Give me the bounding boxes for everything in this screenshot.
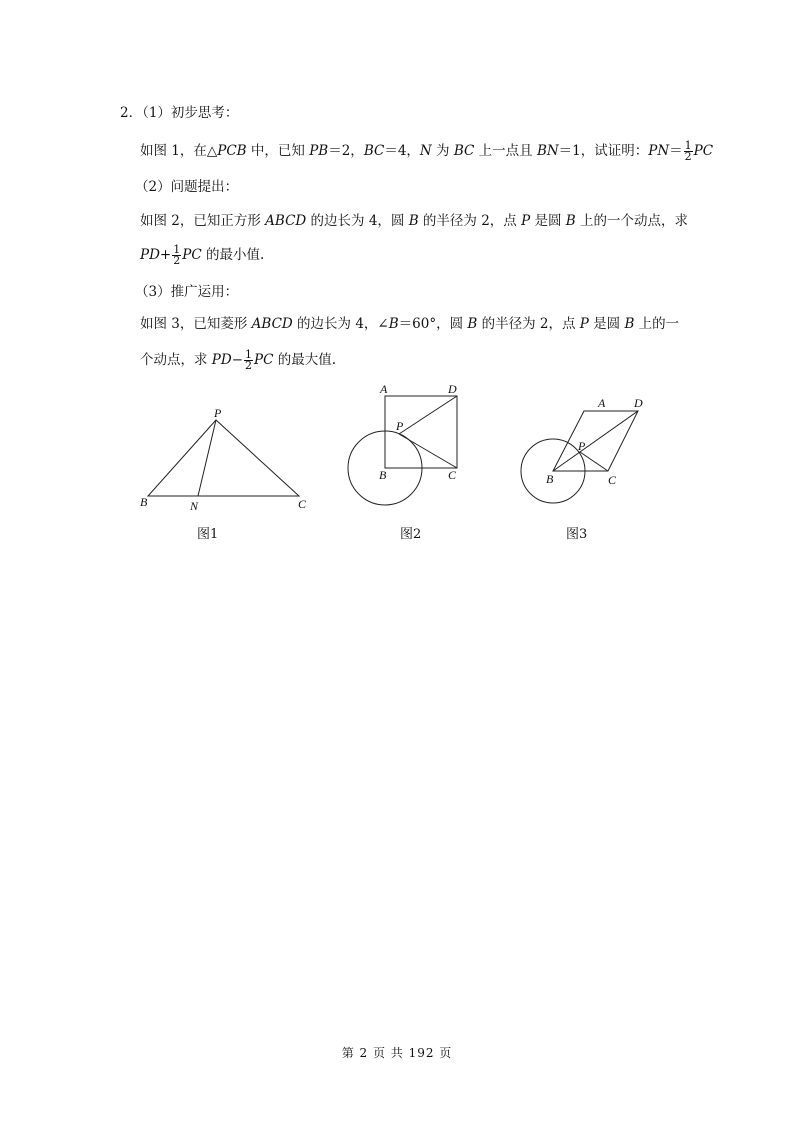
part2-statement-line2 xyxy=(140,245,264,266)
label-c: C xyxy=(448,468,457,482)
text: 是圆 xyxy=(588,316,625,332)
text: 的边长为 4，圆 xyxy=(306,213,409,229)
text: 如图 2，已知正方形 xyxy=(140,213,266,229)
label-a: A xyxy=(380,382,388,396)
plus-sign: + xyxy=(159,247,172,263)
page-footer: 第 2 页 共 192 页 xyxy=(341,1046,453,1060)
fraction-half xyxy=(172,245,181,266)
triangle-pcb xyxy=(148,420,299,496)
text: ＝1，试证明： xyxy=(558,143,649,159)
label-b: B xyxy=(379,468,387,482)
fraction-numerator: 1 xyxy=(173,243,181,256)
label-p: P xyxy=(396,419,404,433)
figure-1-triangle xyxy=(130,405,320,515)
label-b: B xyxy=(140,495,148,509)
var: BC xyxy=(453,143,475,159)
text: 个动点，求 xyxy=(140,352,212,368)
label-n: N xyxy=(190,499,199,513)
fraction-half xyxy=(684,141,693,162)
text: ＝ xyxy=(669,143,683,159)
var: B xyxy=(565,213,576,229)
var: BC xyxy=(363,143,385,159)
figure-3-caption: 图3 xyxy=(566,527,588,542)
segment-pn xyxy=(198,420,216,496)
fraction-denominator: 2 xyxy=(684,150,692,163)
segment-pc xyxy=(580,452,608,471)
label-p: P xyxy=(214,406,222,420)
label-a: A xyxy=(598,396,606,410)
figure-2-caption: 图2 xyxy=(400,527,422,542)
fraction-half xyxy=(244,350,253,371)
text: 的最小值. xyxy=(201,247,265,263)
figure-1-caption: 图1 xyxy=(197,527,219,542)
fraction-denominator: 2 xyxy=(245,359,253,372)
text: 上的一个动点，求 xyxy=(575,213,689,229)
problem-header xyxy=(120,104,238,122)
fraction-denominator: 2 xyxy=(173,254,181,267)
text: 是圆 xyxy=(530,213,566,229)
var: N xyxy=(419,143,432,159)
var: B xyxy=(467,316,478,332)
text: 的半径为 2，点 xyxy=(418,213,522,229)
var: PN xyxy=(648,143,670,159)
var: PC xyxy=(182,247,202,263)
var: PC xyxy=(254,352,274,368)
part2-statement-line1 xyxy=(140,212,688,230)
text: 的半径为 2，点 xyxy=(477,316,580,332)
part3-heading: （3）推广运用： xyxy=(135,284,239,300)
label-b: B xyxy=(546,472,554,486)
part1-statement xyxy=(140,141,713,162)
text: 为 xyxy=(431,143,454,159)
var: B xyxy=(624,316,635,332)
var: PCB xyxy=(217,143,247,159)
segment-pd xyxy=(399,396,457,434)
text: 如图 1，在△ xyxy=(140,143,218,159)
text: ＝4， xyxy=(384,143,420,159)
text: ＝60°，圆 xyxy=(398,316,468,332)
text: ＝2， xyxy=(328,143,364,159)
text: 中，已知 xyxy=(246,143,310,159)
label-c: C xyxy=(608,473,617,487)
var: B xyxy=(408,213,419,229)
figure-2-square xyxy=(340,378,470,513)
figure-3-rhombus xyxy=(510,388,670,508)
var: PD xyxy=(211,352,232,368)
text: 的最大值. xyxy=(273,352,337,368)
text: 如图 3，已知菱形 xyxy=(140,316,252,332)
label-c: C xyxy=(298,497,307,511)
problem-number: 2． xyxy=(120,105,143,121)
segment-pc xyxy=(399,434,457,468)
var: ABCD xyxy=(265,213,307,229)
label-d: D xyxy=(448,382,457,396)
var: P xyxy=(521,213,531,229)
part3-statement-line2 xyxy=(140,350,336,371)
label-d: D xyxy=(634,396,643,410)
var: PC xyxy=(693,143,714,159)
label-p: P xyxy=(578,439,586,453)
minus-sign: − xyxy=(231,352,244,368)
text: 上的一 xyxy=(634,316,680,332)
part1-heading: （1）初步思考： xyxy=(142,105,239,121)
var: B xyxy=(388,316,399,332)
text: 的边长为 4，∠ xyxy=(292,316,389,332)
fraction-numerator: 1 xyxy=(684,139,692,152)
text: 上一点且 xyxy=(474,143,537,159)
var: PB xyxy=(309,143,329,159)
part2-heading: （2）问题提出： xyxy=(135,179,239,195)
fraction-numerator: 1 xyxy=(245,348,253,361)
var: ABCD xyxy=(251,316,293,332)
var: PD xyxy=(140,247,160,263)
var: P xyxy=(579,316,589,332)
part3-statement-line1 xyxy=(140,315,679,333)
var: BN xyxy=(536,143,559,159)
